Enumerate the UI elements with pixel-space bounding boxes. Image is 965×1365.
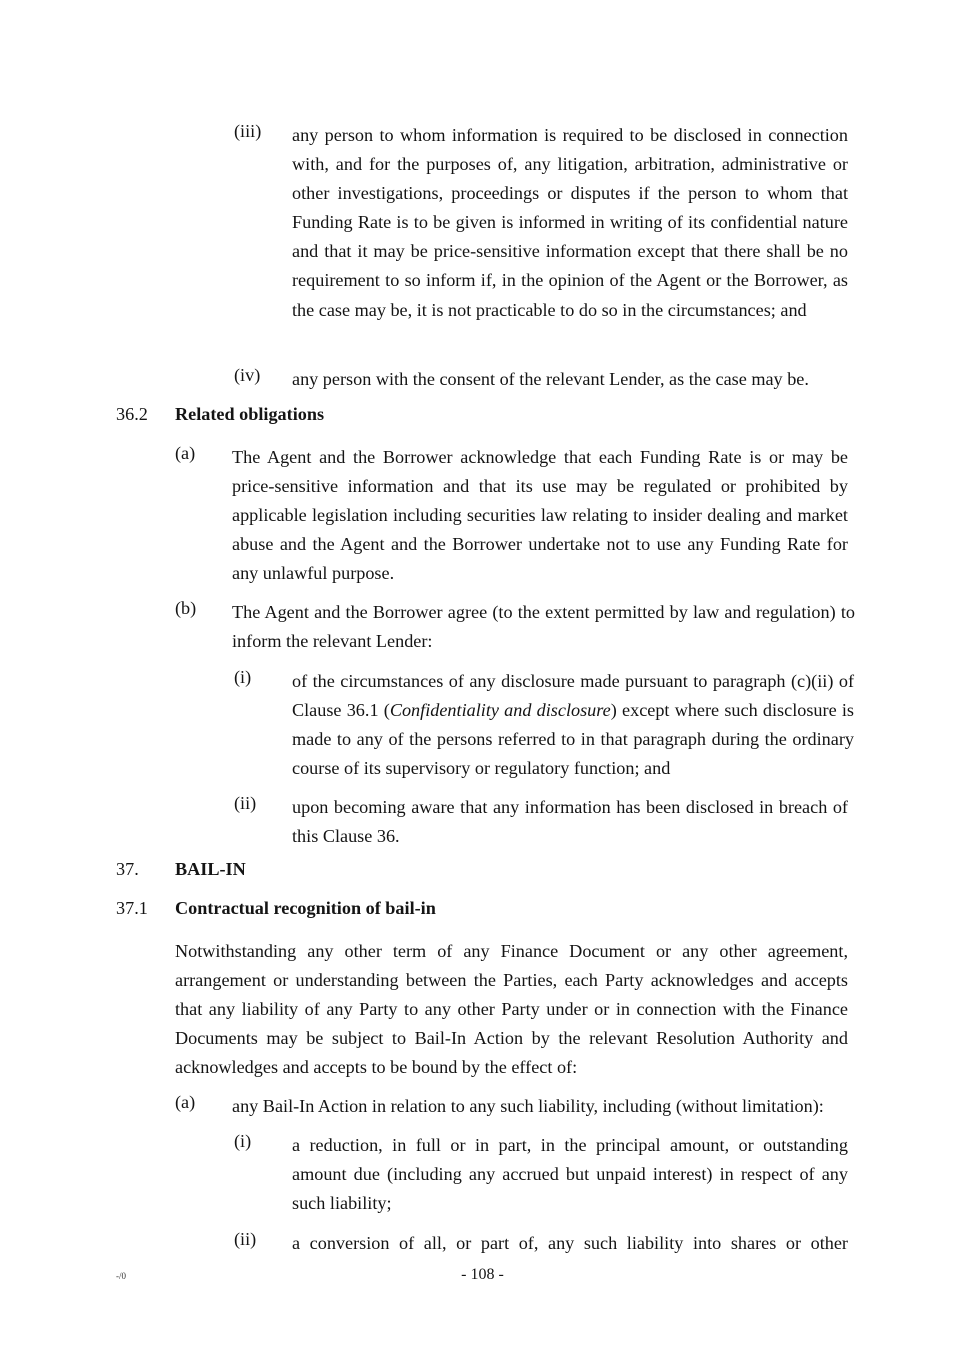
para-text-36-2-b: The Agent and the Borrower agree (to the extent permitted by law and regulation) to inform the relevant Lender: bbox=[232, 602, 855, 652]
sub-marker-37-1-a-i: (i) bbox=[234, 1131, 252, 1151]
page-number: - 108 - bbox=[461, 1266, 504, 1283]
para-text-37-1-a: any Bail-In Action in relation to any such liability, including (without limitation): bbox=[232, 1096, 824, 1116]
clause-heading-37-1: Contractual recognition of bail-in bbox=[175, 898, 436, 918]
clause-reference-italic: Confidentiality and disclosure bbox=[389, 700, 611, 721]
clause-number-37: 37. bbox=[116, 859, 139, 879]
item-text-iv: any person with the consent of the relevant Lender, as the case may be. bbox=[292, 369, 809, 389]
item-marker-iv: (iv) bbox=[234, 365, 261, 385]
clause-number-36-2: 36.2 bbox=[116, 404, 148, 424]
clause-number-37-1: 37.1 bbox=[116, 898, 148, 918]
sub-text-36-2-b-i bbox=[292, 667, 854, 783]
clause-heading-37: BAIL-IN bbox=[175, 859, 246, 879]
sub-marker-36-2-b-i: (i) bbox=[234, 667, 252, 687]
item-text-iii: any person to whom information is required to be disclosed in connection with, and for the purposes of, any litigation, arbitration, administrative or other investigations, proceedings or disputes if the person to whom that Funding Rate is to be given is informed in writing of its confidential nature and that it may be price-sensitive information except that there shall be no requirement to so inform if, in the opinion of the Agent or the Borrower, as the case may be, it is not practicable to do so in the circumstances; and bbox=[292, 125, 848, 320]
sub-text-37-1-a-i: a reduction, in full or in part, in the principal amount, or outstanding amount due (including any accrued but unpaid interest) in respect of any such liability; bbox=[292, 1135, 848, 1214]
sub-marker-36-2-b-ii: (ii) bbox=[234, 793, 257, 813]
sub-text-36-2-b-i-before: of the circumstances of any disclosure made pursuant to paragraph (c)(ii) of Clause 36.1 ( bbox=[292, 671, 854, 721]
para-marker-36-2-b: (b) bbox=[175, 598, 197, 618]
footer-reference: -/0 bbox=[116, 1271, 126, 1281]
sub-marker-37-1-a-ii: (ii) bbox=[234, 1229, 257, 1249]
para-text-36-2-a: The Agent and the Borrower acknowledge that each Funding Rate is or may be price-sensitive information and that its use may be regulated or prohibited by applicable legislation including securities law relating to insider dealing and market abuse and the Agent and the Borrower undertake not to use any Funding Rate for any unlawful purpose. bbox=[232, 447, 848, 584]
para-marker-37-1-a: (a) bbox=[175, 1092, 196, 1112]
sub-text-36-2-b-i-after: ) except where such disclosure is made to any of the persons referred to in that paragraph during the ordinary course of its supervisory or regulatory function; and bbox=[292, 700, 854, 779]
sub-text-36-2-b-ii: upon becoming aware that any information has been disclosed in breach of this Clause 36. bbox=[292, 797, 848, 847]
sub-text-37-1-a-ii: a conversion of all, or part of, any such liability into shares or other bbox=[292, 1233, 848, 1253]
item-marker-iii: (iii) bbox=[234, 121, 262, 141]
clause-heading-36-2: Related obligations bbox=[175, 404, 325, 424]
clause-intro-37-1: Notwithstanding any other term of any Finance Document or any other agreement, arrangement or understanding between the Parties, each Party acknowledges and accepts that any liability of any Party to any other Party under or in connection with the Finance Documents may be subject to Bail-In Action by the relevant Resolution Authority and acknowledges and accepts to be bound by the effect of: bbox=[175, 941, 848, 1078]
para-marker-36-2-a: (a) bbox=[175, 443, 196, 463]
